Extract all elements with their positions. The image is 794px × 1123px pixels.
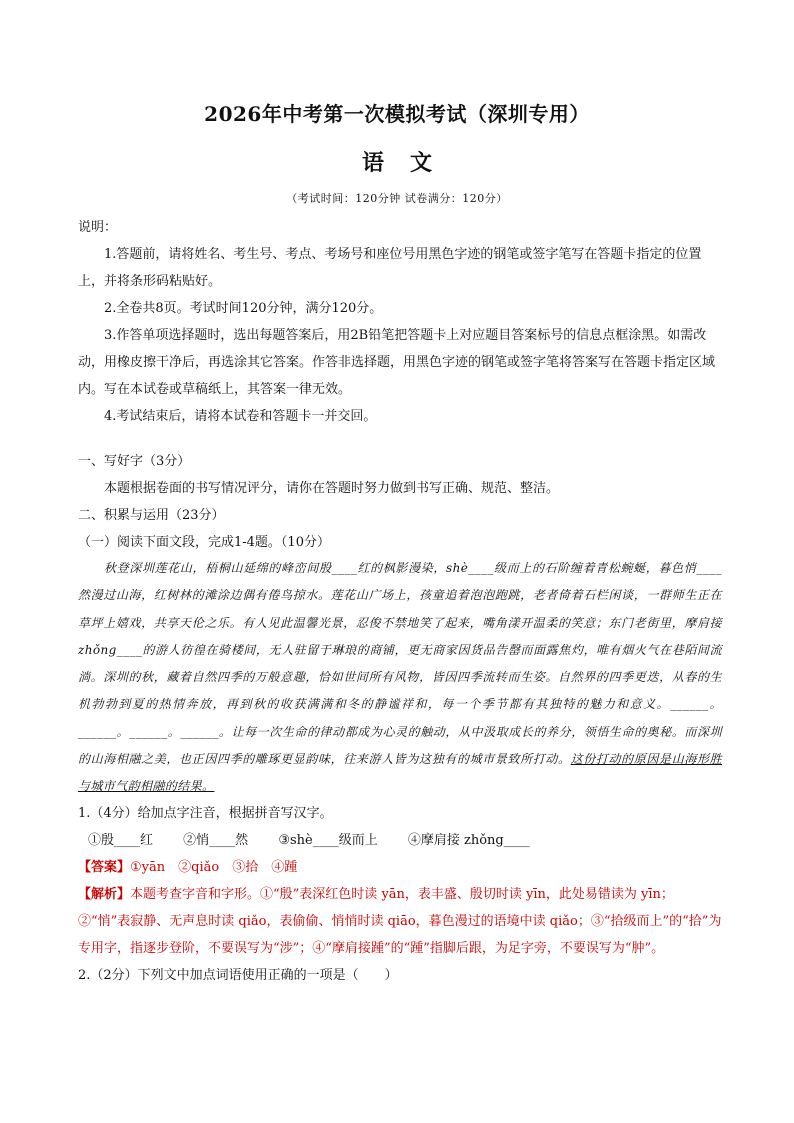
exam-info: （考试时间：120分钟 试卷满分：120分） bbox=[286, 192, 508, 205]
subject-title: 语文 bbox=[361, 150, 458, 176]
question-1-analysis bbox=[78, 881, 722, 962]
question-1-item: ①殷____红 bbox=[88, 833, 154, 848]
passage-text: 秋登深圳莲花山，梧桐山延绵的峰峦间殷____红的枫影漫染，shè____级而上的石阶缠着青松蜿蜒，暮色悄____然漫过山海，红树林的滩涂边偶有倦鸟掠水。莲花山广场上，孩童追着泡泡跑跳，老者倚着石栏闲谈，一群师生正在草坪上嬉戏，共享天伦之乐。有人见此温馨光景，忍俊不禁地笑了起来，嘴角漾开温柔的笑意；东门老街里，摩肩接 zhǒng____的游人彷徨在骑楼间，无人驻留于琳琅的商铺，更无商家因货品告罄而面露焦灼，唯有烟火气在巷陌间流淌。深圳的秋，藏着自然四季的万般意趣，恰如世间所有风物，皆因四季流转而生姿。自然界的四季更迭，从春的生机勃勃到夏的热情奔放，再到秋的收获满满和冬的静谧祥和，每一个季节都有其独特的魅力和意义。______。______。______。______。让每一次生命的律动都成为心灵的触动，从中汲取成长的养分，领悟生命的奥秘。而深圳的山海相融之美，也正因四季的雕琢更显韵味，往来游人皆为这独有的城市景致所打动。 bbox=[78, 561, 722, 767]
question-1-item: ④摩肩接 zhǒng____ bbox=[407, 833, 530, 848]
section-1-heading: 一、写好字（3分） bbox=[78, 454, 191, 469]
question-1-items bbox=[78, 827, 722, 854]
question-1 bbox=[78, 800, 722, 989]
question-2-stem: 2.（2分）下列文中加点词语使用正确的一项是（ ） bbox=[78, 968, 398, 983]
section-2-heading: 二、积累与运用（23分） bbox=[78, 508, 225, 523]
instructions-label: 说明： bbox=[78, 220, 118, 235]
instruction-item: 2.全卷共8页。考试时间120分钟，满分120分。 bbox=[104, 301, 383, 316]
section-1 bbox=[78, 448, 722, 556]
question-1-stem: 1.（4分）给加点字注音，根据拼音写汉字。 bbox=[78, 806, 333, 821]
section-1-body: 本题根据卷面的书写情况评分，请你在答题时努力做到书写正确、规范、整洁。 bbox=[104, 481, 560, 496]
reading-passage bbox=[78, 555, 722, 801]
answer-text: ①yān ②qiǎo ③拾 ④踵 bbox=[130, 860, 298, 875]
question-1-item: ③shè____级而上 bbox=[278, 833, 378, 848]
instruction-item: 3.作答单项选择题时，选出每题答案后，用2B铅笔把答题卡上对应题目答案标号的信息点框涂黑。如需改动，用橡皮擦干净后，再选涂其它答案。作答非选择题，用黑色字迹的钢笔或签字笔将答案写在答题卡指定区域内。写在本试卷或草稿纸上，其答案一律无效。 bbox=[78, 328, 716, 397]
analysis-label: 【解析】 bbox=[78, 887, 131, 902]
instructions bbox=[78, 214, 722, 430]
analysis-text: 本题考查字音和字形。①“殷”表深红色时读 yān，表丰盛、殷切时读 yīn，此处易错读为 yīn；②“悄”表寂静、无声息时读 qiǎo，表偷偷、悄悄时读 qiāo，暮色漫过的语境中读 qiǎo；③“拾级而上”的“拾”为专用字，指逐步登阶，不要误写为“涉”；④“摩肩接踵”的“踵”指脚后跟，为足字旁，不要误写为“肿”。 bbox=[78, 887, 722, 956]
section-2-subheading: （一）阅读下面文段，完成1-4题。（10分） bbox=[78, 535, 330, 550]
instruction-item: 1.答题前，请将姓名、考生号、考点、考场号和座位号用黑色字迹的钢笔或签字笔写在答题卡指定的位置上，并将条形码粘贴好。 bbox=[78, 247, 702, 289]
exam-title: 2026年中考第一次模拟考试（深圳专用） bbox=[204, 102, 590, 126]
question-1-item: ②悄____然 bbox=[183, 833, 249, 848]
question-1-answer bbox=[78, 854, 722, 881]
passage-underlined-sentence: 这份打动的原因是山海形胜与城市气韵相融的结果。 bbox=[78, 752, 722, 794]
answer-label: 【答案】 bbox=[78, 860, 131, 875]
instruction-item: 4.考试结束后，请将本试卷和答题卡一并交回。 bbox=[104, 409, 377, 424]
